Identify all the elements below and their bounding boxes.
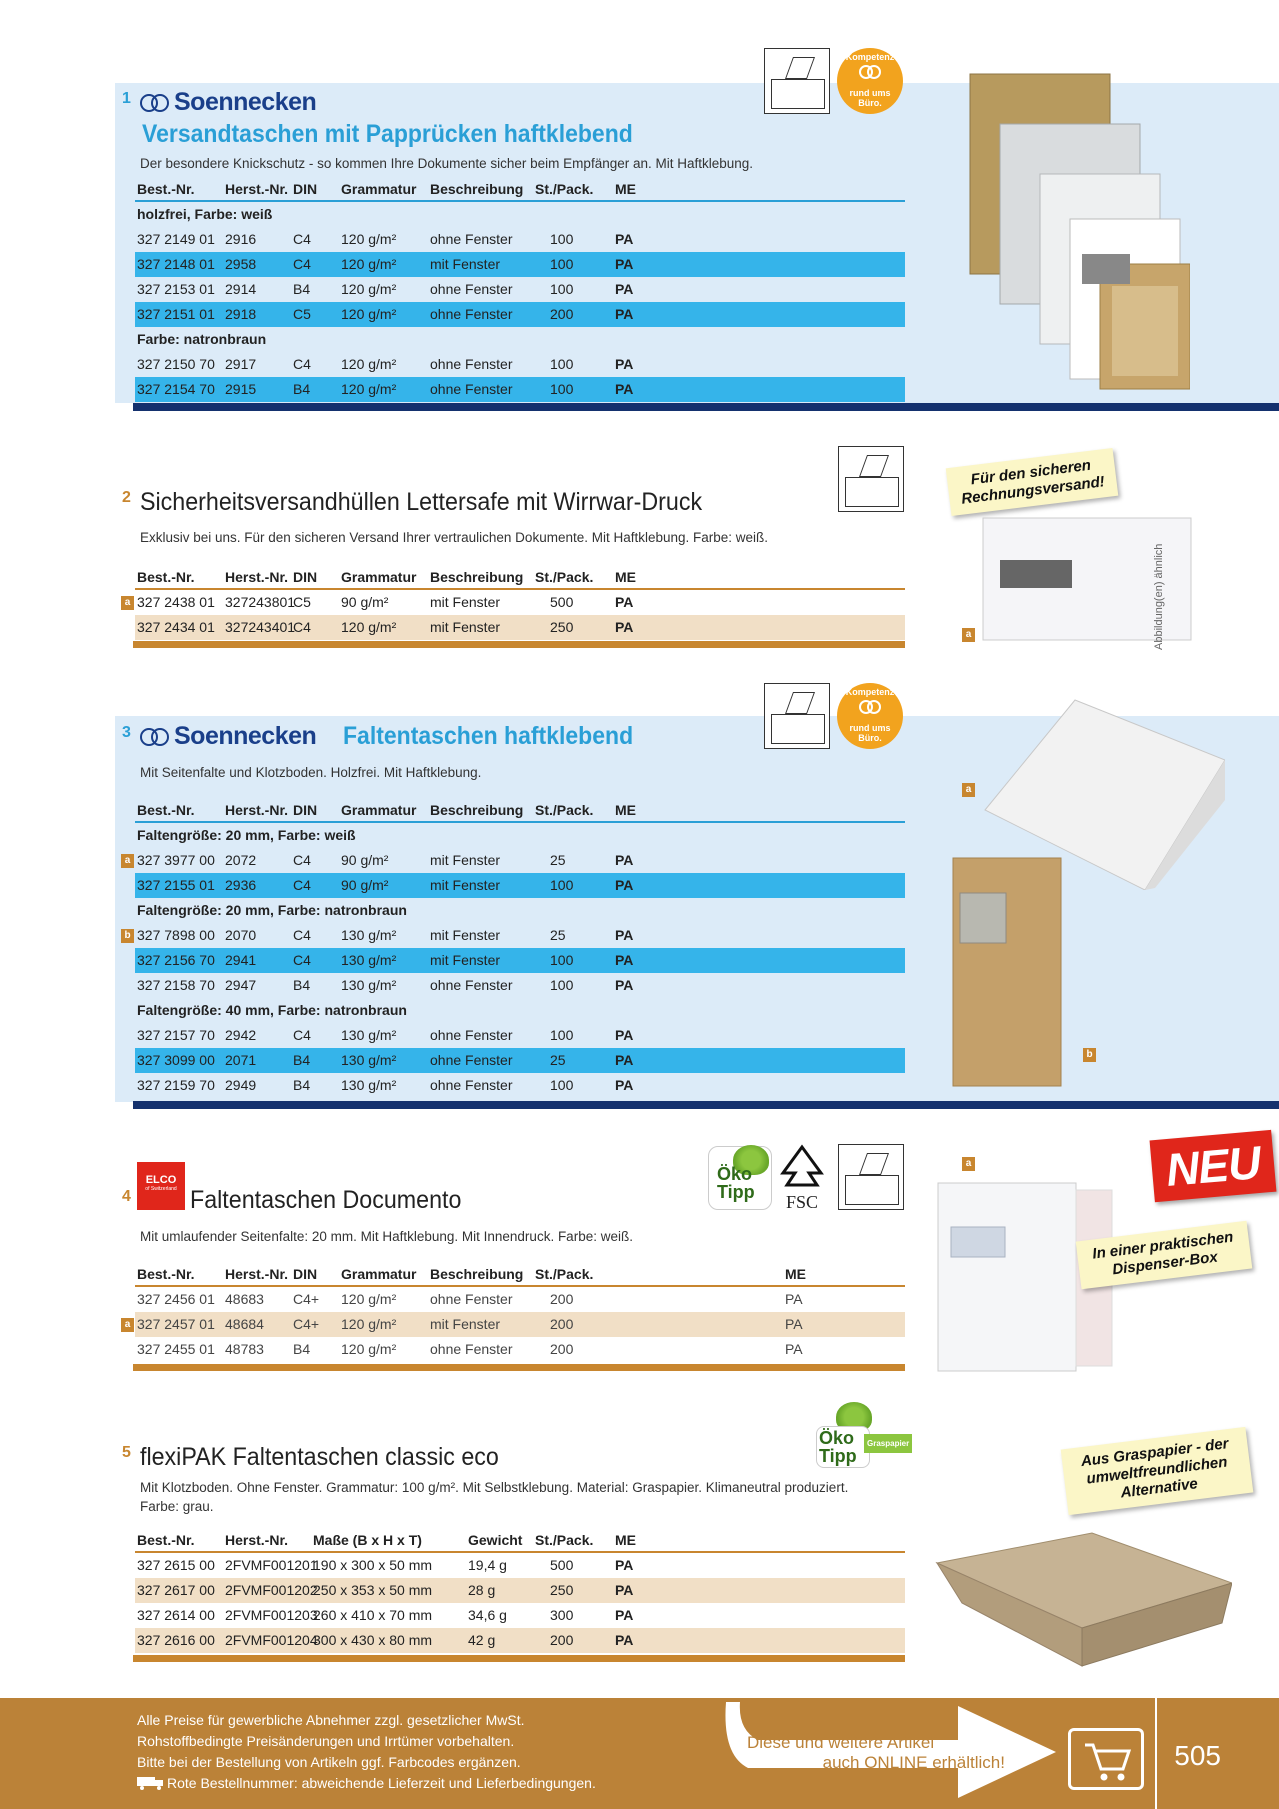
table-header	[135, 565, 905, 590]
section5-note: Aus Graspapier - der umweltfreundlichen Alternative	[1061, 1427, 1254, 1515]
table-cell: 100	[550, 256, 574, 272]
envelopes-cardboard-image	[960, 64, 1190, 394]
table-row	[135, 302, 905, 327]
table-cell: 327 2616 00	[137, 1632, 215, 1648]
table-cell: 25	[550, 852, 566, 868]
section5-bar	[133, 1655, 905, 1662]
column-header: Beschreibung	[430, 802, 524, 818]
table-cell: 28 g	[468, 1582, 496, 1598]
column-header: Grammatur	[341, 1266, 417, 1282]
table-cell: 48783	[225, 1341, 264, 1357]
table-cell: mit Fenster	[430, 256, 501, 272]
table-cell: 300 x 430 x 80 mm	[313, 1632, 433, 1648]
table-cell: 2914	[225, 281, 257, 297]
table-row	[135, 1578, 905, 1603]
table-header	[135, 798, 905, 823]
table-cell: 327 2154 70	[137, 381, 215, 397]
table-row	[135, 1553, 905, 1578]
table-cell: mit Fenster	[430, 594, 501, 610]
table-cell: PA	[615, 1052, 634, 1068]
table-cell: 2071	[225, 1052, 257, 1068]
table-cell: B4	[293, 977, 311, 993]
table-cell: 327 3099 00	[137, 1052, 215, 1068]
elco-logo: ELCO of Switzerland	[137, 1162, 185, 1210]
section4-bar	[133, 1364, 905, 1371]
table-cell: ohne Fenster	[430, 977, 513, 993]
table-cell: 190 x 300 x 50 mm	[313, 1557, 433, 1573]
table-cell: B4	[293, 381, 311, 397]
column-header: Herst.-Nr.	[225, 569, 289, 585]
table-cell: 2936	[225, 877, 257, 893]
table-cell: 25	[550, 927, 566, 943]
table-cell: PA	[615, 1632, 634, 1648]
table-row	[135, 1603, 905, 1628]
table-cell: 500	[550, 594, 574, 610]
table-cell: C4	[293, 952, 311, 968]
color-code-marker: b	[121, 929, 134, 943]
table-cell: 300	[550, 1607, 574, 1623]
table-row	[135, 277, 905, 302]
table-cell: PA	[615, 1077, 634, 1093]
table-cell: 120 g/m²	[341, 619, 397, 635]
table-cell: PA	[785, 1291, 803, 1307]
table-cell: 2947	[225, 977, 257, 993]
table-cell: PA	[615, 356, 634, 372]
table-cell: 260 x 410 x 70 mm	[313, 1607, 433, 1623]
table-cell: ohne Fenster	[430, 306, 513, 322]
table-cell: 100	[550, 977, 574, 993]
table-row	[124, 923, 905, 948]
table-group-label: Faltengröße: 40 mm, Farbe: natronbraun	[137, 1002, 407, 1018]
table-cell: PA	[615, 877, 634, 893]
table-cell: PA	[615, 952, 634, 968]
table-cell: 327 2617 00	[137, 1582, 215, 1598]
table-row	[124, 590, 905, 615]
table-cell: 327 2155 01	[137, 877, 215, 893]
table-cell: 120 g/m²	[341, 256, 397, 272]
soennecken-rings-icon-2	[140, 726, 170, 748]
table-cell: C4+	[293, 1316, 320, 1332]
footer-divider	[1155, 1698, 1157, 1809]
soennecken-logo: Soennecken	[140, 88, 316, 117]
table-cell: PA	[615, 306, 634, 322]
column-header: DIN	[293, 802, 318, 818]
column-header: DIN	[293, 181, 318, 197]
table-group-label: Farbe: natronbraun	[137, 331, 267, 347]
table-cell: PA	[785, 1316, 803, 1332]
section1-table	[135, 177, 905, 402]
table-row	[124, 848, 905, 873]
column-header: Beschreibung	[430, 1266, 524, 1282]
table-cell: 327 2150 70	[137, 356, 215, 372]
table-cell: PA	[615, 281, 634, 297]
table-cell: C4	[293, 256, 311, 272]
table-cell: 19,4 g	[468, 1557, 507, 1573]
table-cell: PA	[615, 231, 634, 247]
table-cell: 327 2149 01	[137, 231, 215, 247]
column-header: Best.-Nr.	[137, 1532, 195, 1548]
section1-bar	[133, 403, 1279, 411]
table-cell: 327243801	[225, 594, 296, 610]
table-cell: PA	[615, 619, 634, 635]
table-cell: PA	[615, 1582, 634, 1598]
table-cell: B4	[293, 281, 311, 297]
table-cell: 200	[550, 1316, 574, 1332]
table-row	[135, 948, 905, 973]
fsc-logo: FSC	[772, 1143, 832, 1209]
table-cell: 200	[550, 1632, 574, 1648]
table-row	[124, 1312, 905, 1337]
table-cell: 2072	[225, 852, 257, 868]
soennecken-rings-icon	[140, 92, 170, 114]
page-number: 505	[1174, 1740, 1221, 1771]
table-cell: 327 2148 01	[137, 256, 215, 272]
table-group-label: Faltengröße: 20 mm, Farbe: natronbraun	[137, 902, 407, 918]
table-cell: mit Fenster	[430, 852, 501, 868]
color-code-marker: a	[121, 854, 134, 868]
table-cell: C4	[293, 356, 311, 372]
competence-badge: Kompetenz rund ums Büro.	[837, 48, 903, 114]
table-cell: 2941	[225, 952, 257, 968]
column-header: Best.-Nr.	[137, 569, 195, 585]
table-cell: C4	[293, 619, 311, 635]
table-cell: 120 g/m²	[341, 1341, 397, 1357]
table-cell: 327 7898 00	[137, 927, 215, 943]
table-cell: 2942	[225, 1027, 257, 1043]
table-cell: 327 2614 00	[137, 1607, 215, 1623]
table-cell: 130 g/m²	[341, 927, 397, 943]
table-cell: PA	[615, 381, 634, 397]
oko-tipp-badge-2: Öko Tipp Graspapier	[812, 1404, 902, 1468]
column-header: Herst.-Nr.	[225, 181, 289, 197]
section5-table	[135, 1528, 905, 1653]
section4-description: Mit umlaufender Seitenfalte: 20 mm. Mit Haftklebung. Mit Innendruck. Farbe: weiß.	[140, 1229, 633, 1244]
table-cell: 90 g/m²	[341, 852, 389, 868]
table-row	[135, 1628, 905, 1653]
table-cell: 130 g/m²	[341, 977, 397, 993]
table-cell: 200	[550, 306, 574, 322]
table-cell: 100	[550, 281, 574, 297]
table-cell: PA	[615, 977, 634, 993]
table-cell: 327 2457 01	[137, 1316, 215, 1332]
table-cell: 120 g/m²	[341, 1291, 397, 1307]
table-row	[135, 1023, 905, 1048]
table-cell: 200	[550, 1341, 574, 1357]
table-cell: mit Fenster	[430, 877, 501, 893]
table-cell: 100	[550, 952, 574, 968]
table-cell: B4	[293, 1077, 311, 1093]
section3-description: Mit Seitenfalte und Klotzboden. Holzfrei. Mit Haftklebung.	[140, 765, 482, 780]
column-header: Herst.-Nr.	[225, 1266, 289, 1282]
section2-bar	[133, 641, 905, 648]
table-cell: ohne Fenster	[430, 1341, 513, 1357]
table-cell: 200	[550, 1291, 574, 1307]
section5-title: flexiPAK Faltentaschen classic eco	[140, 1443, 499, 1471]
column-header: St./Pack.	[535, 1266, 594, 1282]
table-cell: ohne Fenster	[430, 1291, 513, 1307]
column-header: ME	[615, 569, 636, 585]
column-header: ME	[615, 181, 636, 197]
gusset-envelope-brown-image	[950, 855, 1065, 1090]
column-header: DIN	[293, 569, 318, 585]
table-cell: 327 2158 70	[137, 977, 215, 993]
table-cell: 34,6 g	[468, 1607, 507, 1623]
table-cell: C4	[293, 1027, 311, 1043]
column-header: Grammatur	[341, 569, 417, 585]
adhesive-strip-icon-3	[764, 683, 830, 749]
section2-table	[124, 565, 905, 640]
table-row	[135, 377, 905, 402]
table-cell: 250	[550, 1582, 574, 1598]
shopping-cart-icon[interactable]	[1068, 1728, 1144, 1790]
table-cell: PA	[785, 1341, 803, 1357]
table-cell: mit Fenster	[430, 619, 501, 635]
section3-title: Faltentaschen haftklebend	[343, 722, 634, 750]
section4-table	[124, 1262, 905, 1362]
table-cell: PA	[615, 1027, 634, 1043]
table-cell: 327243401	[225, 619, 296, 635]
neu-badge: NEU	[1150, 1130, 1277, 1202]
section1-title: Versandtaschen mit Papprücken haftklebend	[142, 120, 633, 148]
color-code-marker: a	[121, 596, 134, 610]
table-cell: 42 g	[468, 1632, 496, 1648]
section3-image-label-b: b	[1083, 1048, 1096, 1062]
table-cell: PA	[615, 852, 634, 868]
soennecken-logo-2: Soennecken	[140, 722, 316, 751]
table-cell: mit Fenster	[430, 927, 501, 943]
table-row	[135, 1337, 905, 1362]
table-cell: 327 2615 00	[137, 1557, 215, 1573]
table-cell: 120 g/m²	[341, 381, 397, 397]
flexipak-envelope-image	[932, 1528, 1232, 1668]
column-header: Beschreibung	[430, 181, 524, 197]
section2-description: Exklusiv bei uns. Für den sicheren Versand Ihrer vertraulichen Dokumente. Mit Haftklebung. Farbe: weiß.	[140, 530, 769, 545]
section4-number: 4	[122, 1188, 131, 1205]
table-cell: 120 g/m²	[341, 356, 397, 372]
column-header: Gewicht	[468, 1532, 523, 1548]
table-cell: mit Fenster	[430, 1316, 501, 1332]
table-cell: 250 x 353 x 50 mm	[313, 1582, 433, 1598]
table-cell: 2918	[225, 306, 257, 322]
column-header: St./Pack.	[535, 569, 594, 585]
table-header	[135, 1262, 905, 1287]
table-header	[135, 177, 905, 202]
table-cell: ohne Fenster	[430, 231, 513, 247]
table-cell: 25	[550, 1052, 566, 1068]
table-cell: 100	[550, 1077, 574, 1093]
truck-icon	[137, 1775, 167, 1790]
column-header: DIN	[293, 1266, 318, 1282]
section1-description: Der besondere Knickschutz - so kommen Ihre Dokumente sicher beim Empfänger an. Mit Haftklebung.	[140, 156, 754, 171]
table-cell: 2915	[225, 381, 257, 397]
table-cell: 100	[550, 877, 574, 893]
table-cell: PA	[615, 1607, 634, 1623]
table-cell: 100	[550, 231, 574, 247]
competence-badge-2: Kompetenz rund ums Büro.	[837, 683, 903, 749]
table-cell: 2949	[225, 1077, 257, 1093]
table-cell: 130 g/m²	[341, 1052, 397, 1068]
section2-image-label: a	[962, 628, 975, 642]
table-cell: C4+	[293, 1291, 320, 1307]
table-cell: 500	[550, 1557, 574, 1573]
section1-number: 1	[122, 90, 131, 107]
table-cell: 327 2159 70	[137, 1077, 215, 1093]
table-cell: mit Fenster	[430, 952, 501, 968]
table-cell: 100	[550, 356, 574, 372]
column-header: St./Pack.	[535, 181, 594, 197]
table-cell: C4	[293, 231, 311, 247]
color-code-marker: a	[121, 1318, 134, 1332]
table-cell: 327 2434 01	[137, 619, 215, 635]
column-header: Best.-Nr.	[137, 1266, 195, 1282]
section3-number: 3	[122, 724, 131, 741]
table-cell: 327 2438 01	[137, 594, 215, 610]
section4-title: Faltentaschen Documento	[190, 1186, 462, 1214]
column-header: Grammatur	[341, 181, 417, 197]
table-cell: 250	[550, 619, 574, 635]
table-row	[135, 1287, 905, 1312]
table-row	[135, 873, 905, 898]
section4-image-label: a	[962, 1157, 975, 1171]
table-cell: 120 g/m²	[341, 231, 397, 247]
table-cell: C5	[293, 594, 311, 610]
table-cell: 2958	[225, 256, 257, 272]
table-cell: ohne Fenster	[430, 1027, 513, 1043]
table-cell: 130 g/m²	[341, 952, 397, 968]
table-cell: 2FVMF001204	[225, 1632, 318, 1648]
section3-table	[124, 798, 905, 1098]
table-cell: 90 g/m²	[341, 877, 389, 893]
table-cell: 2FVMF001202	[225, 1582, 318, 1598]
table-row	[135, 973, 905, 998]
adhesive-strip-icon-2	[838, 446, 904, 512]
table-header	[135, 1528, 905, 1553]
table-row	[135, 1073, 905, 1098]
table-cell: 130 g/m²	[341, 1027, 397, 1043]
table-cell: 48683	[225, 1291, 264, 1307]
fsc-tree-icon	[773, 1143, 831, 1187]
table-cell: 100	[550, 381, 574, 397]
table-group-label: Faltengröße: 20 mm, Farbe: weiß	[137, 827, 356, 843]
section3-bar	[133, 1101, 1279, 1109]
section3-image-label-a: a	[962, 783, 975, 797]
adhesive-strip-icon	[764, 48, 830, 114]
section5-number: 5	[122, 1444, 131, 1461]
section2-number: 2	[122, 489, 131, 506]
table-cell: 327 2153 01	[137, 281, 215, 297]
column-header: Best.-Nr.	[137, 802, 195, 818]
table-cell: 327 2151 01	[137, 306, 215, 322]
table-cell: 2917	[225, 356, 257, 372]
table-cell: ohne Fenster	[430, 381, 513, 397]
oko-tipp-badge: Öko Tipp	[708, 1146, 772, 1210]
section2-note: Für den sicheren Rechnungsversand!	[946, 448, 1119, 516]
table-row	[135, 615, 905, 640]
table-cell: 327 2157 70	[137, 1027, 215, 1043]
table-cell: 48684	[225, 1316, 264, 1332]
column-header: ME	[615, 1532, 636, 1548]
table-cell: 100	[550, 1027, 574, 1043]
table-cell: PA	[615, 927, 634, 943]
column-header: ME	[785, 1266, 806, 1282]
table-cell: 90 g/m²	[341, 594, 389, 610]
graspapier-tag: Graspapier	[864, 1434, 912, 1453]
column-header: St./Pack.	[535, 802, 594, 818]
table-cell: C4	[293, 852, 311, 868]
column-header: Grammatur	[341, 802, 417, 818]
similar-illustration-note: Abbildung(en) ähnlich	[1153, 543, 1165, 650]
table-cell: 2916	[225, 231, 257, 247]
table-cell: PA	[615, 594, 634, 610]
table-cell: PA	[615, 256, 634, 272]
table-row	[135, 227, 905, 252]
column-header: Herst.-Nr.	[225, 802, 289, 818]
table-cell: C4	[293, 927, 311, 943]
table-cell: C5	[293, 306, 311, 322]
online-text[interactable]: Diese und weitere Artikel auch ONLINE erhältlich!	[747, 1733, 1005, 1772]
section2-title: Sicherheitsversandhüllen Lettersafe mit Wirrwar-Druck	[140, 488, 703, 516]
table-cell: 327 2455 01	[137, 1341, 215, 1357]
table-cell: ohne Fenster	[430, 356, 513, 372]
column-header: ME	[615, 802, 636, 818]
table-cell: 327 2456 01	[137, 1291, 215, 1307]
table-cell: 120 g/m²	[341, 1316, 397, 1332]
table-group-label: holzfrei, Farbe: weiß	[137, 206, 273, 222]
table-cell: 2070	[225, 927, 257, 943]
column-header: Best.-Nr.	[137, 181, 195, 197]
table-cell: PA	[615, 1557, 634, 1573]
table-cell: ohne Fenster	[430, 1052, 513, 1068]
table-cell: 2FVMF001203	[225, 1607, 318, 1623]
section4-note: In einer praktischen Dispenser-Box	[1076, 1221, 1253, 1290]
table-cell: 2FVMF001201	[225, 1557, 318, 1573]
table-cell: 327 3977 00	[137, 852, 215, 868]
table-cell: ohne Fenster	[430, 1077, 513, 1093]
column-header: Beschreibung	[430, 569, 524, 585]
column-header: St./Pack.	[535, 1532, 594, 1548]
adhesive-strip-icon-4	[838, 1144, 904, 1210]
table-cell: 327 2156 70	[137, 952, 215, 968]
table-cell: 130 g/m²	[341, 1077, 397, 1093]
table-cell: B4	[293, 1052, 311, 1068]
table-cell: 120 g/m²	[341, 281, 397, 297]
table-cell: ohne Fenster	[430, 281, 513, 297]
table-cell: B4	[293, 1341, 311, 1357]
column-header: Maße (B x H x T)	[313, 1532, 422, 1548]
table-cell: C4	[293, 877, 311, 893]
column-header: Herst.-Nr.	[225, 1532, 289, 1548]
table-row	[135, 252, 905, 277]
footer-text: Alle Preise für gewerbliche Abnehmer zzgl. gesetzlicher MwSt. Rohstoffbedingte Preisänderungen und Irrtümer vorbehalten. Bitte bei der Bestellung von Artikeln ggf. Farbcodes ergänzen. Rote Bestellnummer: abweichende Lieferzeit und Lieferbedingungen.	[137, 1712, 596, 1791]
table-row	[135, 1048, 905, 1073]
table-row	[135, 352, 905, 377]
section5-description: Mit Klotzboden. Ohne Fenster. Grammatur: 100 g/m². Mit Selbstklebung. Material: Graspapier. Klimaneutral produziert. Farbe: grau.	[140, 1480, 849, 1514]
table-cell: 120 g/m²	[341, 306, 397, 322]
